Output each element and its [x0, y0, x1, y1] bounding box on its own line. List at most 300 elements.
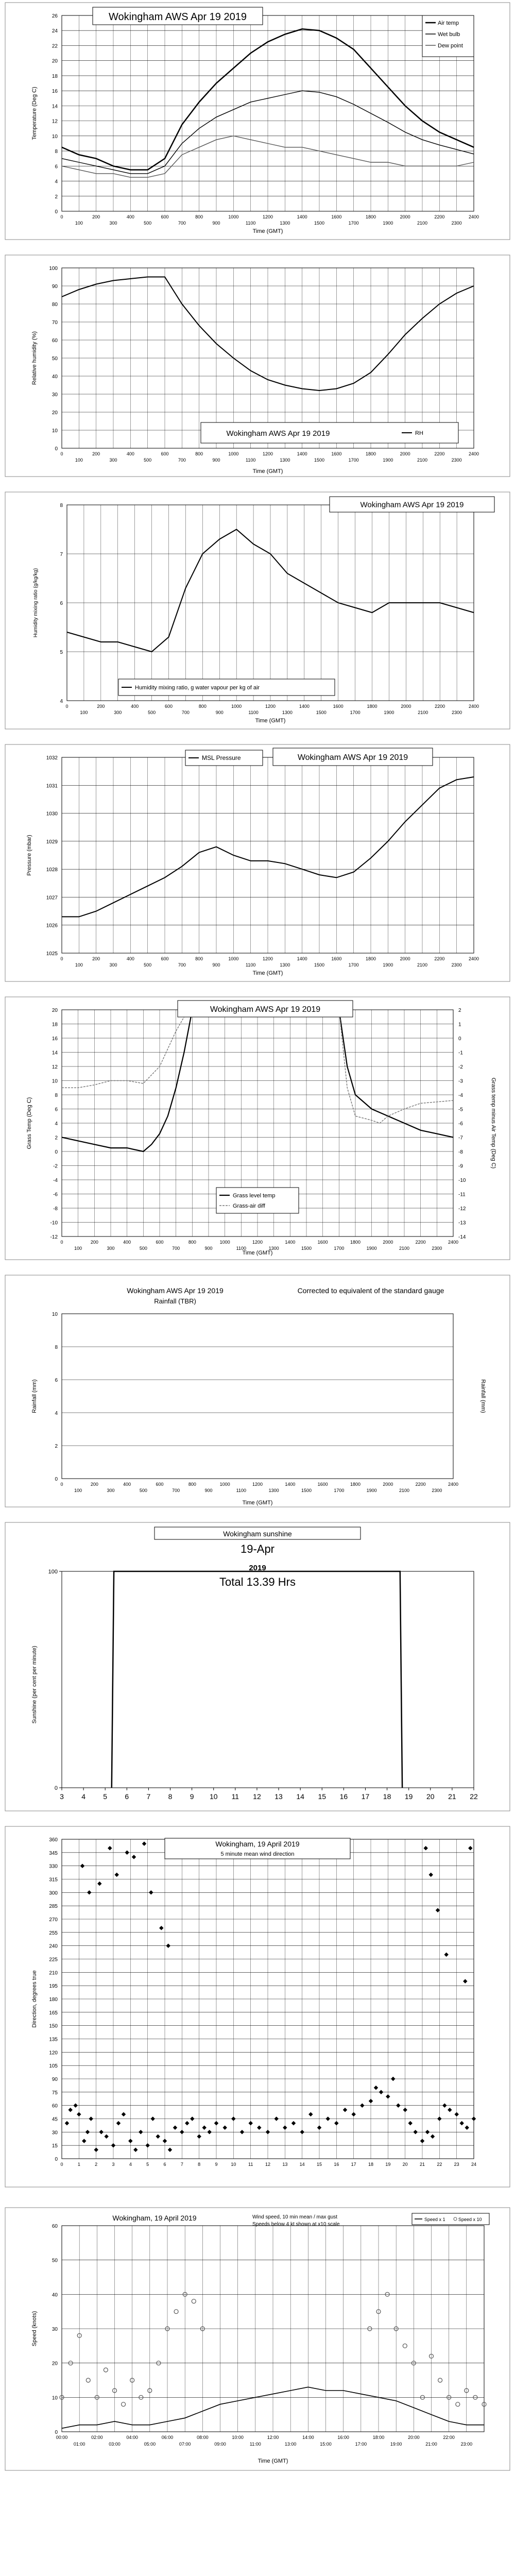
legend-label: Speed x 10: [458, 2217, 482, 2222]
x-tick-label: 800: [195, 214, 203, 219]
chart-title: Wokingham AWS Apr 19 2019: [210, 1005, 321, 1014]
y-tick-label: 6: [55, 1107, 58, 1113]
x-tick-label: 800: [195, 451, 203, 456]
x-tick-label: 1400: [285, 1240, 296, 1245]
chart-subtitle2: Speeds below 4 kt shown at x10 scale: [252, 2222, 340, 2227]
x-tick-label: 16: [334, 2162, 339, 2167]
chart-subtitle: 19-Apr: [240, 1543, 275, 1555]
chart-svg: [0, 1824, 515, 2190]
x-tick-label: 2200: [434, 956, 445, 961]
y-tick-label: 0: [54, 1785, 58, 1791]
x-tick-label: 1900: [383, 962, 393, 968]
y-tick-label: 40: [52, 374, 58, 380]
x-tick-label: 100: [74, 1488, 82, 1493]
y-tick-label: 22: [52, 43, 58, 49]
x-tick-label: 900: [212, 962, 220, 968]
chart-panel: [0, 1520, 515, 1814]
x-tick-label: 1200: [262, 214, 273, 219]
panel-frame: [5, 1275, 510, 1507]
x-tick-label: 1800: [350, 1482, 361, 1487]
x-tick-label: 08:00: [197, 2435, 209, 2440]
y2-tick-label: -5: [458, 1107, 463, 1113]
x-tick-label: 03:00: [109, 2442, 121, 2447]
x-axis-label: Time (GMT): [252, 468, 283, 474]
chart-title: Wokingham sunshine: [223, 1530, 292, 1538]
x-tick-label: 07:00: [179, 2442, 191, 2447]
x-tick-label: 9: [190, 1792, 194, 1801]
y-tick-label: 90: [52, 2077, 58, 2082]
x-tick-label: 600: [161, 214, 169, 219]
legend-label: Wet bulb: [438, 31, 460, 38]
y-tick-label: 1026: [46, 923, 58, 929]
y-tick-label: 30: [52, 2327, 58, 2332]
x-tick-label: 2100: [417, 962, 428, 968]
x-tick-label: 100: [74, 1246, 82, 1251]
x-tick-label: 23: [454, 2162, 459, 2167]
y-tick-label: 360: [49, 1837, 58, 1843]
chart-svg: [0, 2205, 515, 2473]
x-tick-label: 700: [172, 1488, 180, 1493]
x-tick-label: 13: [274, 1792, 283, 1801]
x-tick-label: 500: [139, 1246, 147, 1251]
x-tick-label: 0: [60, 1240, 63, 1245]
x-tick-label: 24: [471, 2162, 477, 2167]
x-tick-label: 1400: [285, 1482, 296, 1487]
x-tick-label: 500: [144, 457, 152, 463]
y-tick-label: 165: [49, 2010, 58, 2016]
legend-label: Humidity mixing ratio, g water vapour per kg of air: [135, 685, 260, 691]
chart-panel: [0, 742, 515, 984]
y-tick-label: 8: [55, 149, 58, 155]
x-tick-label: 19:00: [390, 2442, 402, 2447]
x-tick-label: 100: [75, 457, 83, 463]
x-tick-label: 22: [437, 2162, 442, 2167]
y-tick-label: 70: [52, 320, 58, 326]
x-tick-label: 300: [109, 962, 117, 968]
y-tick-label: 0: [55, 2430, 58, 2435]
x-tick-label: 300: [109, 457, 117, 463]
y-tick-label: 4: [55, 179, 58, 185]
y-tick-label: 20: [52, 1008, 58, 1013]
y-tick-label: 8: [60, 503, 63, 509]
y-tick-label: 20: [52, 410, 58, 416]
y-tick-label: 60: [52, 2103, 58, 2109]
x-tick-label: 04:00: [126, 2435, 138, 2440]
x-tick-label: 1800: [365, 214, 376, 219]
x-tick-label: 2000: [383, 1240, 393, 1245]
x-tick-label: 20: [426, 1792, 435, 1801]
x-tick-label: 8: [168, 1792, 173, 1801]
chart-title: Wokingham AWS Apr 19 2019: [127, 1286, 224, 1295]
x-tick-label: 1300: [268, 1246, 279, 1251]
y-tick-label: 14: [52, 104, 58, 110]
x-tick-label: 19: [404, 1792, 413, 1801]
x-tick-label: 1000: [228, 451, 239, 456]
chart-panel: [0, 994, 515, 1262]
y-tick-label: 10: [52, 1312, 58, 1317]
x-tick-label: 2400: [468, 956, 479, 961]
x-tick-label: 5: [146, 2162, 149, 2167]
chart-title: Wokingham AWS Apr 19 2019: [109, 11, 247, 23]
y-tick-label: 40: [52, 2292, 58, 2298]
y-tick-label: 10: [52, 428, 58, 434]
chart-title: Wokingham AWS Apr 19 2019: [360, 500, 464, 510]
x-tick-label: 10: [231, 2162, 236, 2167]
x-tick-label: 9: [215, 2162, 218, 2167]
chart-svg: [0, 252, 515, 479]
x-tick-label: 800: [195, 956, 203, 961]
x-tick-label: 1100: [245, 962, 256, 968]
y-axis-label: Temperature (Deg C): [31, 87, 38, 140]
x-tick-label: 02:00: [91, 2435, 103, 2440]
x-tick-label: 300: [107, 1488, 115, 1493]
chart-svg: [0, 0, 515, 242]
x-tick-label: 1300: [280, 221, 290, 226]
x-tick-label: 800: [198, 704, 207, 709]
legend-label: Grass level temp: [233, 1193, 276, 1199]
x-tick-label: 1600: [331, 956, 342, 961]
x-tick-label: 900: [212, 221, 220, 226]
y-tick-label: 315: [49, 1877, 58, 1883]
x-axis-label: Time (GMT): [255, 718, 286, 724]
x-tick-label: 21:00: [425, 2442, 437, 2447]
x-tick-label: 1000: [228, 956, 239, 961]
chart-svg: [0, 1520, 515, 1814]
x-tick-label: 2100: [418, 710, 428, 715]
y-tick-label: 210: [49, 1970, 58, 1976]
y-axis-label: Grass Temp (Deg C): [26, 1097, 32, 1149]
x-tick-label: 18: [383, 1792, 391, 1801]
y-tick-label: -4: [53, 1178, 58, 1183]
chart-svg: [0, 1273, 515, 1510]
y-axis-label: Rainfall (mm): [31, 1379, 38, 1413]
y2-tick-label: -14: [458, 1234, 466, 1240]
x-tick-label: 300: [107, 1246, 115, 1251]
x-tick-label: 2400: [468, 451, 479, 456]
x-tick-label: 1800: [367, 704, 377, 709]
x-tick-label: 0: [65, 704, 68, 709]
x-tick-label: 400: [123, 1240, 131, 1245]
x-tick-label: 900: [215, 710, 224, 715]
y-tick-label: 135: [49, 2037, 58, 2043]
y-tick-label: 1032: [46, 755, 58, 761]
x-tick-label: 2100: [417, 221, 428, 226]
y-tick-label: 6: [55, 164, 58, 170]
x-tick-label: 11:00: [249, 2442, 261, 2447]
x-tick-label: 1700: [334, 1246, 345, 1251]
y-tick-label: 120: [49, 2050, 58, 2056]
x-tick-label: 1200: [265, 704, 276, 709]
x-tick-label: 2300: [451, 221, 462, 226]
x-tick-label: 1400: [297, 956, 307, 961]
x-tick-label: 3: [112, 2162, 115, 2167]
x-tick-label: 1100: [236, 1488, 247, 1493]
x-tick-label: 1600: [333, 704, 344, 709]
x-tick-label: 2000: [383, 1482, 393, 1487]
chart-year: 2019: [249, 1564, 266, 1572]
y-tick-label: 4: [55, 1121, 58, 1127]
y-tick-label: 2: [55, 1444, 58, 1449]
x-tick-label: 1: [77, 2162, 80, 2167]
y-tick-label: 285: [49, 1904, 58, 1910]
x-tick-label: 1500: [314, 457, 325, 463]
chart-total: Total 13.39 Hrs: [219, 1575, 296, 1588]
x-tick-label: 1900: [383, 457, 393, 463]
y-tick-label: 75: [52, 2090, 58, 2096]
y2-axis-label: Rainfall (mm): [480, 1379, 486, 1413]
y-tick-label: 345: [49, 1850, 58, 1856]
x-tick-label: 2100: [399, 1488, 410, 1493]
y2-tick-label: -2: [458, 1064, 463, 1070]
x-tick-label: 1300: [280, 457, 290, 463]
x-tick-label: 2300: [432, 1246, 442, 1251]
x-tick-label: 11: [231, 1792, 239, 1801]
x-tick-label: 09:00: [214, 2442, 226, 2447]
x-tick-label: 900: [204, 1246, 213, 1251]
y-tick-label: 30: [52, 392, 58, 398]
y-tick-label: 4: [60, 699, 63, 704]
x-tick-label: 1100: [245, 457, 256, 463]
y-tick-label: 18: [52, 73, 58, 79]
y-tick-label: 255: [49, 1930, 58, 1936]
y-tick-label: 0: [55, 446, 58, 452]
x-tick-label: 0: [60, 956, 63, 961]
x-tick-label: 14: [296, 1792, 304, 1801]
x-tick-label: 1000: [219, 1482, 230, 1487]
x-tick-label: 7: [146, 1792, 151, 1801]
chart-title: Wokingham, 19 April 2019: [112, 2214, 197, 2222]
chart-title: Wokingham AWS Apr 19 2019: [226, 429, 330, 438]
legend-label: Grass-air diff: [233, 1203, 265, 1209]
y2-tick-label: -11: [458, 1192, 466, 1198]
y2-tick-label: -12: [458, 1206, 466, 1212]
x-tick-label: 18: [368, 2162, 374, 2167]
x-tick-label: 2200: [415, 1482, 426, 1487]
y2-tick-label: -8: [458, 1149, 463, 1155]
y-tick-label: 240: [49, 1943, 58, 1950]
chart-panel: [0, 1824, 515, 2190]
x-tick-label: 12: [265, 2162, 271, 2167]
chart-subtitle: Rainfall (TBR): [154, 1297, 196, 1305]
x-tick-label: 1100: [248, 710, 259, 715]
chart-svg: [0, 742, 515, 984]
x-tick-label: 200: [92, 214, 100, 219]
x-tick-label: 0: [60, 2162, 63, 2167]
x-tick-label: 400: [126, 451, 134, 456]
x-tick-label: 1500: [316, 710, 327, 715]
x-tick-label: 2200: [415, 1240, 426, 1245]
x-tick-label: 700: [178, 962, 186, 968]
x-tick-label: 1500: [301, 1246, 312, 1251]
x-tick-label: 600: [156, 1482, 164, 1487]
x-tick-label: 21: [419, 2162, 425, 2167]
x-tick-label: 600: [156, 1240, 164, 1245]
legend-box: [216, 1188, 299, 1213]
y-tick-label: -12: [50, 1234, 58, 1240]
y-tick-label: -6: [53, 1192, 58, 1198]
x-tick-label: 21: [448, 1792, 456, 1801]
x-tick-label: 4: [129, 2162, 132, 2167]
x-tick-label: 14: [299, 2162, 305, 2167]
x-tick-label: 200: [90, 1240, 98, 1245]
chart-subtitle: 5 minute mean wind direction: [220, 1851, 295, 1857]
x-tick-label: 500: [144, 962, 152, 968]
y-axis-label: Direction, degrees true: [31, 1970, 38, 2028]
x-tick-label: 1600: [331, 214, 342, 219]
y2-tick-label: -4: [458, 1093, 463, 1098]
x-tick-label: 1700: [348, 962, 359, 968]
x-tick-label: 16: [339, 1792, 348, 1801]
y-tick-label: 1029: [46, 839, 58, 845]
panel-frame: [5, 744, 510, 981]
y-tick-label: 1030: [46, 811, 58, 817]
x-tick-label: 10:00: [232, 2435, 244, 2440]
x-tick-label: 23:00: [460, 2442, 473, 2447]
x-tick-label: 1400: [297, 214, 307, 219]
x-axis-label: Time (GMT): [252, 228, 283, 234]
x-tick-label: 10: [209, 1792, 218, 1801]
x-tick-label: 300: [114, 710, 122, 715]
y-tick-label: 300: [49, 1890, 58, 1896]
y-tick-label: 8: [55, 1345, 58, 1350]
x-tick-label: 8: [198, 2162, 201, 2167]
panel-frame: [5, 1826, 510, 2187]
x-axis-label: Time (GMT): [252, 970, 283, 976]
x-tick-label: 100: [80, 710, 88, 715]
x-tick-label: 1000: [228, 214, 239, 219]
x-tick-label: 1300: [268, 1488, 279, 1493]
x-tick-label: 1200: [252, 1240, 263, 1245]
y2-tick-label: 0: [458, 1036, 461, 1042]
x-tick-label: 2000: [400, 956, 410, 961]
y-tick-label: 8: [55, 1093, 58, 1098]
x-tick-label: 400: [126, 956, 134, 961]
y-tick-label: 1027: [46, 895, 58, 901]
x-tick-label: 15: [316, 2162, 322, 2167]
x-tick-label: 6: [125, 1792, 129, 1801]
y-tick-label: 10: [52, 133, 58, 140]
y2-tick-label: 1: [458, 1022, 461, 1028]
x-tick-label: 3: [60, 1792, 64, 1801]
x-tick-label: 800: [188, 1482, 196, 1487]
y-tick-label: 0: [55, 1149, 58, 1155]
x-tick-label: 0: [60, 451, 63, 456]
x-tick-label: 1900: [366, 1246, 377, 1251]
x-tick-label: 22:00: [443, 2435, 455, 2440]
x-tick-label: 13:00: [284, 2442, 297, 2447]
x-tick-label: 19: [385, 2162, 391, 2167]
x-tick-label: 1600: [317, 1240, 328, 1245]
y-tick-label: 80: [52, 302, 58, 308]
y-tick-label: 50: [52, 356, 58, 362]
x-tick-label: 2300: [451, 457, 462, 463]
y-tick-label: 50: [52, 2258, 58, 2264]
x-tick-label: 01:00: [73, 2442, 85, 2447]
x-tick-label: 1500: [314, 962, 325, 968]
legend-label: RH: [415, 430, 423, 436]
x-tick-label: 1400: [297, 451, 307, 456]
x-tick-label: 2100: [417, 457, 428, 463]
y2-tick-label: 2: [458, 1008, 461, 1013]
y-tick-label: 18: [52, 1022, 58, 1028]
y-tick-label: 2: [55, 1135, 58, 1141]
x-tick-label: 200: [97, 704, 105, 709]
x-tick-label: 500: [139, 1488, 147, 1493]
x-tick-label: 1400: [299, 704, 310, 709]
x-tick-label: 17: [351, 2162, 356, 2167]
y-axis-label: Pressure (mbar): [26, 835, 32, 876]
x-tick-label: 1100: [236, 1246, 247, 1251]
x-tick-label: 400: [126, 214, 134, 219]
y2-tick-label: -9: [458, 1163, 463, 1170]
x-tick-label: 2300: [432, 1488, 442, 1493]
x-axis-label: Time (GMT): [242, 1500, 273, 1506]
y-tick-label: 10: [52, 1078, 58, 1084]
x-tick-label: 600: [161, 956, 169, 961]
x-tick-label: 1900: [384, 710, 394, 715]
y-tick-label: 6: [55, 1378, 58, 1383]
x-tick-label: 700: [172, 1246, 180, 1251]
x-tick-label: 1800: [365, 956, 376, 961]
y-tick-label: 0: [55, 2157, 58, 2162]
x-tick-label: 17: [361, 1792, 370, 1801]
x-tick-label: 1900: [383, 221, 393, 226]
x-tick-label: 1700: [348, 457, 359, 463]
y-tick-label: 26: [52, 13, 58, 19]
y-axis-label: Speed (knots): [31, 2311, 38, 2347]
chart-note: Corrected to equivalent of the standard gauge: [297, 1286, 444, 1295]
y-tick-label: 20: [52, 2361, 58, 2367]
y2-tick-label: -6: [458, 1121, 463, 1127]
y-tick-label: 16: [52, 1036, 58, 1042]
y-tick-label: 225: [49, 1957, 58, 1963]
x-tick-label: 2200: [435, 704, 445, 709]
x-tick-label: 100: [75, 962, 83, 968]
chart-panel: [0, 1273, 515, 1510]
x-tick-label: 2400: [448, 1240, 459, 1245]
x-tick-label: 2000: [400, 451, 410, 456]
y-tick-label: 330: [49, 1863, 58, 1870]
y-tick-label: -10: [50, 1220, 58, 1226]
y-tick-label: 105: [49, 2063, 58, 2070]
x-tick-label: 500: [148, 710, 156, 715]
x-tick-label: 700: [178, 457, 186, 463]
x-tick-label: 1100: [245, 221, 256, 226]
y-tick-label: 100: [49, 266, 58, 272]
x-tick-label: 2000: [400, 214, 410, 219]
x-tick-label: 13: [282, 2162, 288, 2167]
chart-subtitle: Wind speed, 10 min mean / max gust: [252, 2214, 338, 2220]
x-tick-label: 0: [60, 1482, 63, 1487]
x-tick-label: 00:00: [56, 2435, 68, 2440]
y-tick-label: -8: [53, 1206, 58, 1212]
y-tick-label: 16: [52, 89, 58, 95]
y2-tick-label: -13: [458, 1220, 466, 1226]
x-tick-label: 1200: [252, 1482, 263, 1487]
y-tick-label: 5: [60, 650, 63, 655]
panel-frame: [5, 2208, 510, 2470]
x-tick-label: 300: [109, 221, 117, 226]
y-axis-label: Humidity mixing ratio (g/kg/kg): [33, 568, 39, 638]
x-tick-label: 2400: [448, 1482, 459, 1487]
x-tick-label: 200: [92, 451, 100, 456]
x-tick-label: 4: [81, 1792, 86, 1801]
x-tick-label: 14:00: [302, 2435, 314, 2440]
x-tick-label: 2200: [434, 451, 445, 456]
y-tick-label: 1031: [46, 783, 58, 789]
legend-label: Speed x 1: [424, 2217, 445, 2222]
y-tick-label: 180: [49, 1997, 58, 2003]
